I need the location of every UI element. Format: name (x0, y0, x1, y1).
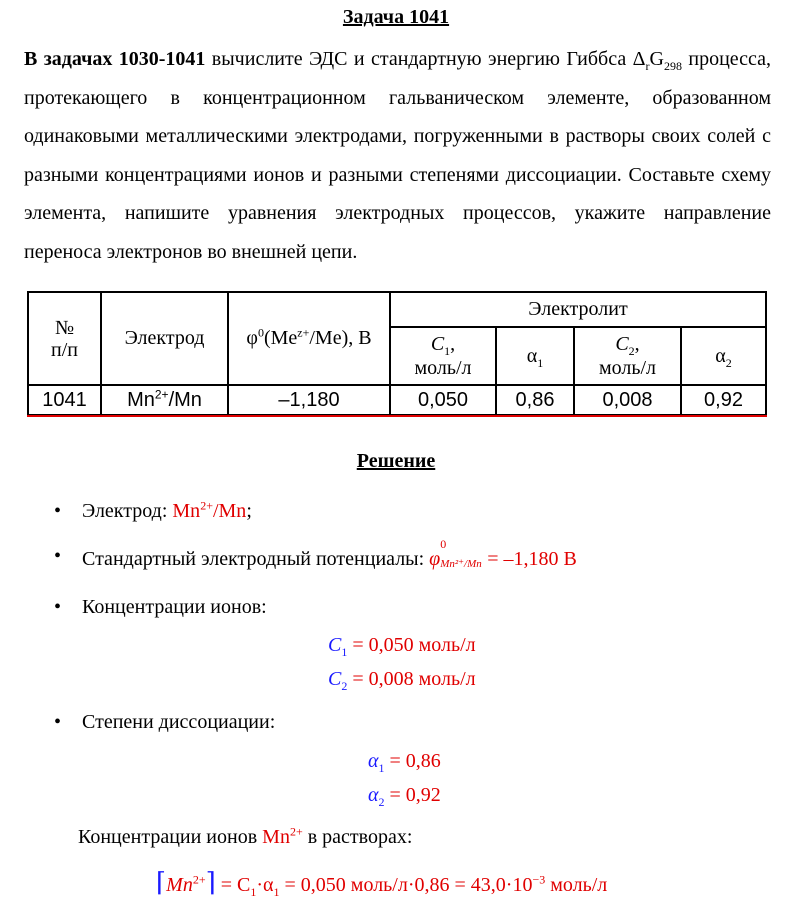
cell-number: 1041 (28, 385, 101, 415)
bullet-dissociation: Степени диссоциации: (82, 711, 276, 733)
alpha1-formula: $\alpha_1 = 0,86$ (368, 750, 441, 775)
header-electrolyte: Электролит (390, 292, 766, 327)
cell-alpha2: 0,92 (681, 385, 766, 415)
problem-statement (24, 40, 771, 271)
problem-title: Задача 1041 (342, 6, 450, 28)
statement-text-2: процесса, протекающего в концентрационном гальваническом элементе, образованном одинаковыми металлическими электродами, погруженными в растворы своих солей с разными концентрациями ионов и разными степенями диссоциации. Составьте схему элемента, напишите уравнения электродных процессов, укажите направление переноса электронов во внешней цепи. (24, 48, 772, 263)
bullet-electrode: Электрод: $Mn^{2+}/Mn$; (82, 498, 252, 522)
table-row (28, 385, 766, 415)
alpha2-formula: $\alpha_2 = 0,92$ (368, 784, 441, 809)
bullet-dot: • (54, 500, 62, 522)
bullet-dot: • (54, 596, 62, 618)
header-alpha2: $\alpha_2$ (681, 327, 766, 385)
table-underline (27, 415, 767, 417)
header-number: № п/п (28, 292, 101, 385)
gibbs-symbol: $\Delta_rG_{298}$ (632, 48, 682, 73)
bullet-dot: • (54, 545, 62, 567)
cell-c1: 0,050 (390, 385, 496, 415)
solution-title: Решение (356, 450, 436, 472)
ion-concentration-formula: $⌈Mn^{2+}⌉ = C_1\cdot\alpha_1 = 0,050$ моль/л·0,86 = $43,0\cdot 10^{-3}$ моль/л (156, 868, 608, 899)
c1-formula: $C_1 = 0,050$ моль/л (328, 634, 476, 659)
electrode-value: $Mn^{2+}/Mn$ (172, 498, 247, 522)
cell-c2: 0,008 (574, 385, 681, 415)
cell-electrode: $Mn^{2+}/Mn$ (101, 385, 228, 415)
header-electrode: Электрод (101, 292, 228, 385)
header-c1: $C_1$, моль/л (390, 327, 496, 385)
ion-concentration-label: Концентрации ионов $Mn^{2+}$ в растворах: (78, 824, 413, 848)
cell-potential: –1,180 (228, 385, 390, 415)
bullet-dot: • (54, 711, 62, 733)
header-alpha1: $\alpha_1$ (496, 327, 574, 385)
potential-formula: φ 0 Mn²⁺/Mn = –1,180 В (429, 537, 577, 570)
bullet-potential: Стандартный электродный потенциалы: φ 0 Mn²⁺/Mn = –1,180 В (82, 537, 577, 570)
statement-text-1: вычислите ЭДС и стандартную энергию Гиббса (211, 48, 627, 70)
bullet-concentrations: Концентрации ионов: (82, 596, 267, 618)
data-table (27, 291, 767, 416)
problem-range: В задачах 1030-1041 (24, 48, 206, 70)
c2-formula: $C_2 = 0,008$ моль/л (328, 668, 476, 693)
header-potential: $\varphi^0(Me^{z+}/Me)$, В (228, 292, 390, 385)
cell-alpha1: 0,86 (496, 385, 574, 415)
header-c2: $C_2$, моль/л (574, 327, 681, 385)
